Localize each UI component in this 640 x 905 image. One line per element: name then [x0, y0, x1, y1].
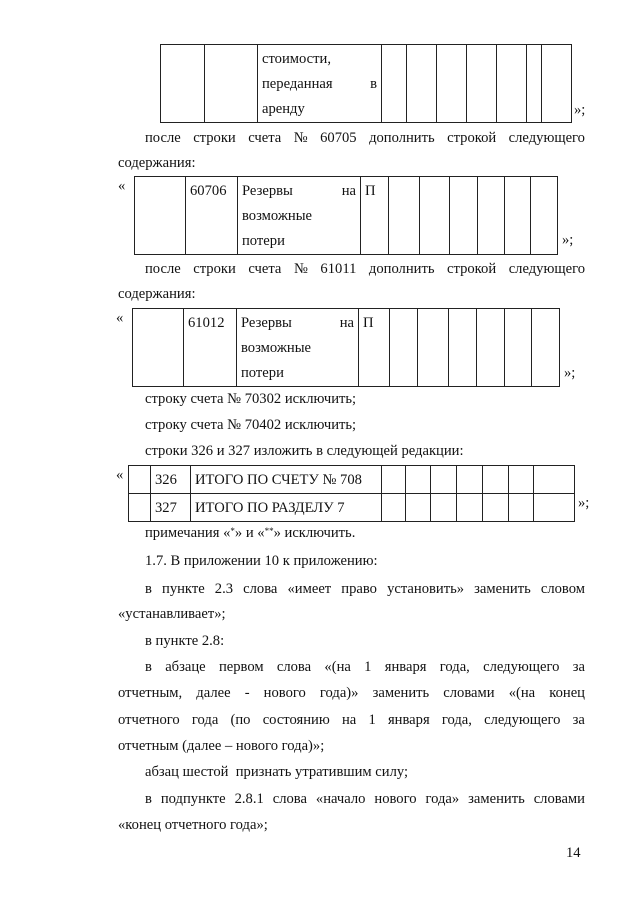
- closing-quote: »;: [564, 365, 576, 381]
- table-cell: [420, 177, 450, 255]
- totals-table: [128, 465, 575, 522]
- paragraph-line: в пункте 2.8:: [145, 633, 225, 649]
- section-heading: 1.7. В приложении 10 к приложению:: [145, 553, 378, 569]
- table-cell: [382, 45, 407, 123]
- table-cell: [449, 309, 477, 387]
- table-cell: [478, 177, 505, 255]
- desc-line: аренду: [262, 101, 305, 117]
- table-cell: [542, 45, 572, 123]
- description-cell: Резервы на возможные потери: [238, 177, 361, 255]
- table-cell: [505, 309, 532, 387]
- paragraph-line: «конец отчетного года»;: [118, 817, 268, 833]
- closing-quote: »;: [574, 102, 586, 118]
- paragraph-line: содержания:: [118, 155, 196, 171]
- table-cell: [527, 45, 542, 123]
- desc-word: переданная: [262, 76, 333, 92]
- desc-line: стоимости,: [262, 51, 331, 67]
- code-cell: П: [359, 309, 390, 387]
- paragraph-line: отчетным (далее – нового года)»;: [118, 738, 325, 754]
- paragraph-line: строки 326 и 327 изложить в следующей редакции:: [145, 443, 464, 459]
- table-fragment-1: [160, 44, 572, 123]
- paragraph-line: содержания:: [118, 286, 196, 302]
- notes-line: примечания «*» и «**» исключить.: [145, 525, 356, 541]
- paragraph-line: отчетного года (по состоянию на 1 января года, следующего за: [118, 712, 585, 728]
- account-cell: 61012: [184, 309, 237, 387]
- table-row: [129, 494, 575, 522]
- table-cell: [497, 45, 527, 123]
- account-cell: 60706: [186, 177, 238, 255]
- table-cell: [135, 177, 186, 255]
- table-row-61012: [132, 308, 560, 387]
- table-cell: [467, 45, 497, 123]
- table-row-60706: [134, 176, 558, 255]
- table-cell: [450, 177, 478, 255]
- page-number: 14: [566, 845, 581, 861]
- table-row: [129, 466, 575, 494]
- paragraph-line: строку счета № 70302 исключить;: [145, 391, 357, 407]
- description-cell: Резервы на возможные потери: [237, 309, 359, 387]
- opening-quote: «: [118, 178, 126, 194]
- table-cell: [389, 177, 420, 255]
- table-cell: [532, 309, 560, 387]
- table-cell: [390, 309, 418, 387]
- code-cell: П: [361, 177, 389, 255]
- table-cell: [133, 309, 184, 387]
- table-cell: [161, 45, 205, 123]
- opening-quote: «: [116, 310, 124, 326]
- paragraph-line: после строки счета № 60705 дополнить строкой следующего: [145, 130, 585, 146]
- paragraph-line: после строки счета № 61011 дополнить строкой следующего: [145, 261, 585, 277]
- row-text-cell: ИТОГО ПО СЧЕТУ № 708: [191, 466, 382, 494]
- closing-quote: »;: [578, 495, 590, 511]
- table-cell: [407, 45, 437, 123]
- table-cell: [437, 45, 467, 123]
- paragraph-line: в абзаце первом слова «(на 1 января года, следующего за: [145, 659, 585, 675]
- paragraph-line: строку счета № 70402 исключить;: [145, 417, 357, 433]
- table-cell: [531, 177, 558, 255]
- row-number-cell: 326: [151, 466, 191, 494]
- paragraph-line: абзац шестой признать утратившим силу;: [145, 764, 409, 780]
- paragraph-line: «устанавливает»;: [118, 606, 226, 622]
- closing-quote: »;: [562, 232, 574, 248]
- description-cell: [258, 45, 382, 123]
- row-text-cell: ИТОГО ПО РАЗДЕЛУ 7: [191, 494, 382, 522]
- opening-quote: «: [116, 467, 124, 483]
- table-cell: [418, 309, 449, 387]
- paragraph-line: в подпункте 2.8.1 слова «начало нового года» заменить словами: [145, 791, 585, 807]
- table-cell: [205, 45, 258, 123]
- paragraph-line: в пункте 2.3 слова «имеет право установить» заменить словом: [145, 581, 585, 597]
- desc-word: в: [370, 76, 377, 92]
- paragraph-line: отчетным, далее - нового года)» заменить словами «(на конец: [118, 685, 585, 701]
- row-number-cell: 327: [151, 494, 191, 522]
- table-cell: [505, 177, 531, 255]
- table-cell: [477, 309, 505, 387]
